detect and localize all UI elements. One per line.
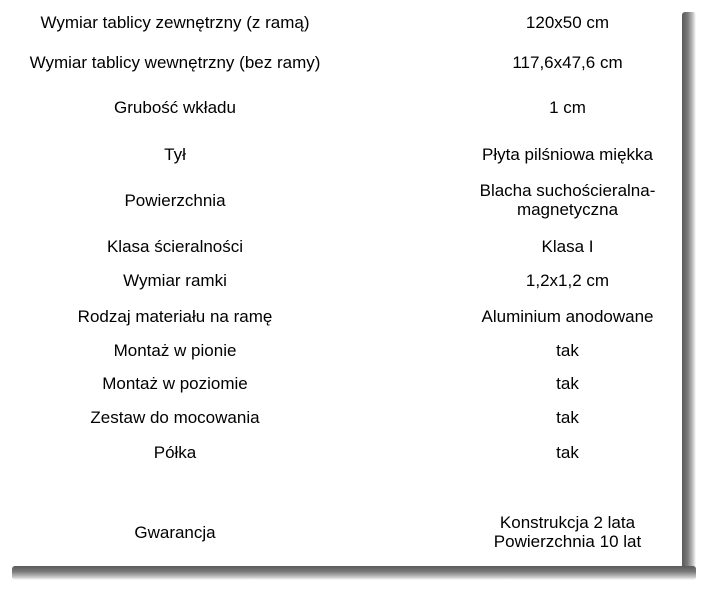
spec-label: Wymiar ramki bbox=[123, 271, 227, 290]
spec-label: Montaż w poziomie bbox=[102, 374, 248, 393]
spec-label: Półka bbox=[153, 443, 197, 462]
spec-label: Wymiar tablicy wewnętrzny (bez ramy) bbox=[29, 53, 321, 72]
spec-value: tak bbox=[556, 374, 579, 393]
spec-value: Klasa I bbox=[541, 237, 594, 256]
spec-label: Grubość wkładu bbox=[114, 98, 236, 117]
spec-value: Blacha suchościeralna- magnetyczna bbox=[479, 181, 656, 219]
spec-value: 1,2x1,2 cm bbox=[525, 271, 610, 290]
spec-value: 1 cm bbox=[549, 98, 586, 117]
spec-value: Płyta pilśniowa miękka bbox=[481, 145, 653, 164]
spec-value: tak bbox=[556, 341, 579, 360]
spec-value: 117,6x47,6 cm bbox=[512, 53, 623, 72]
spec-value: Aluminium anodowane bbox=[481, 307, 654, 326]
drop-shadow-bottom bbox=[12, 566, 696, 580]
spec-label: Zestaw do mocowania bbox=[90, 408, 260, 427]
spec-label: Gwarancja bbox=[134, 523, 216, 542]
drop-shadow-right bbox=[682, 12, 696, 580]
spec-label: Powierzchnia bbox=[124, 191, 226, 210]
spec-label: Montaż w pionie bbox=[113, 341, 237, 360]
spec-label: Klasa ścieralności bbox=[106, 237, 244, 256]
spec-value: Konstrukcja 2 lata Powierzchnia 10 lat bbox=[493, 513, 642, 551]
spec-label: Wymiar tablicy zewnętrzny (z ramą) bbox=[40, 13, 310, 32]
spec-value: 120x50 cm bbox=[525, 13, 610, 32]
spec-value: tak bbox=[556, 408, 579, 427]
spec-label: Rodzaj materiału na ramę bbox=[77, 307, 273, 326]
spec-value: tak bbox=[556, 443, 579, 462]
spec-label: Tył bbox=[164, 145, 186, 164]
